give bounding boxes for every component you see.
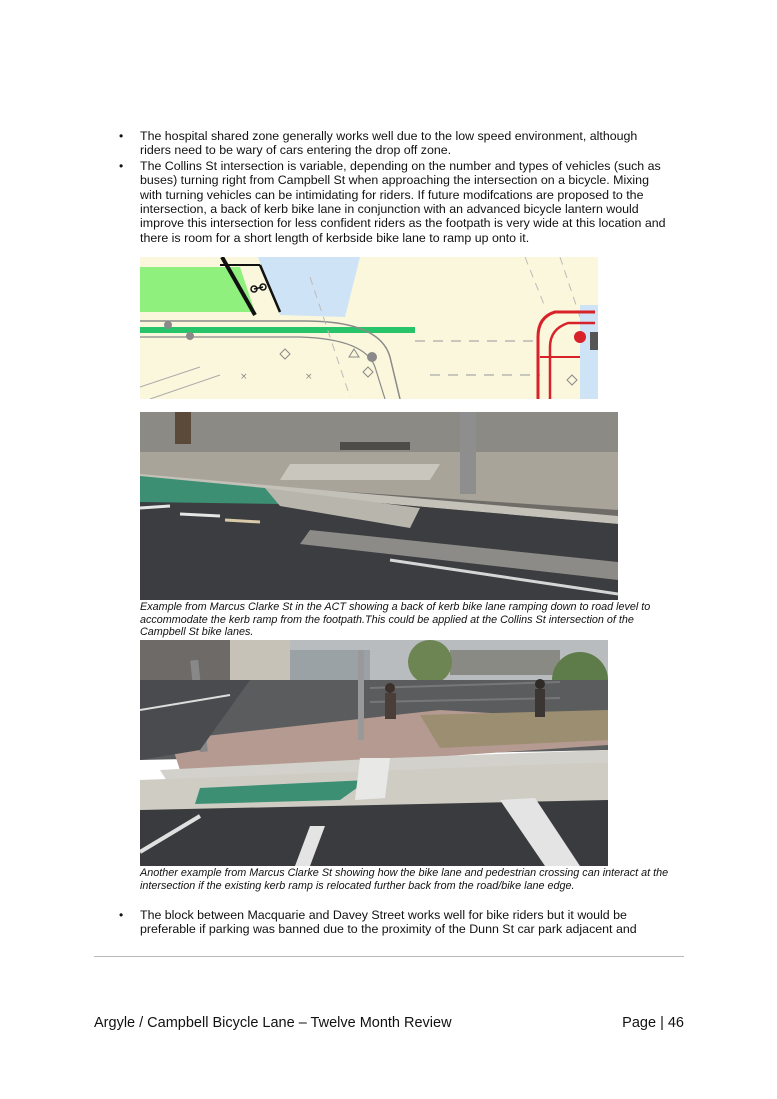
svg-text:×: × xyxy=(305,372,313,382)
street-photo-2 xyxy=(140,640,608,866)
bullet-text: The Collins St intersection is variable, depending on the number and types of vehicles (such as buses) turning right from Campbell St when approaching the intersection on a bicycle. Mixing with turning vehicles can be intimidating for riders. If future modifcations are proposed to the intersection, a back of kerb bike lane in conjunction with an advanced bicycle lantern would improve this intersection for less confident riders as the footpath is very wide at this location and there is room for a short length of kerbside bike lane to ramp up onto it. xyxy=(140,158,666,245)
bullet-item xyxy=(116,908,666,937)
bullet-list-bottom xyxy=(116,908,666,938)
bullet-icon: • xyxy=(119,908,124,922)
bullet-icon: • xyxy=(119,158,124,173)
bullet-list-top xyxy=(116,129,666,246)
street-photo-2-image xyxy=(140,640,608,866)
bullet-icon: • xyxy=(119,129,124,143)
photo-1-caption: Example from Marcus Clarke St in the ACT showing a back of kerb bike lane ramping down to road level to accommodate the kerb ramp from the footpath.This could be applied at the Collins St intersection of the Campbell St bike lanes. xyxy=(140,601,651,639)
footer-divider xyxy=(94,956,684,957)
footer-page-number: Page | 46 xyxy=(622,1015,684,1031)
photo-2-caption: Another example from Marcus Clarke St showing how the bike lane and pedestrian crossing can interact at the intersection if the existing kerb ramp is relocated further back from the road/bike lane edge. xyxy=(140,867,669,892)
intersection-plan-drawing xyxy=(140,257,598,399)
street-photo-1-image xyxy=(140,412,618,600)
intersection-plan-figure xyxy=(140,257,598,399)
street-photo-1 xyxy=(140,412,618,600)
bullet-text: The block between Macquarie and Davey Street works well for bike riders but it would be preferable if parking was banned due to the proximity of the Dunn St car park adjacent and xyxy=(140,908,637,937)
bullet-text: The hospital shared zone generally works well due to the low speed environment, although riders need to be wary of cars entering the drop off zone. xyxy=(140,129,638,158)
svg-text:×: × xyxy=(240,372,248,382)
footer-document-title: Argyle / Campbell Bicycle Lane – Twelve Month Review xyxy=(94,1015,452,1031)
bullet-item xyxy=(116,159,666,245)
bullet-item xyxy=(116,129,666,158)
